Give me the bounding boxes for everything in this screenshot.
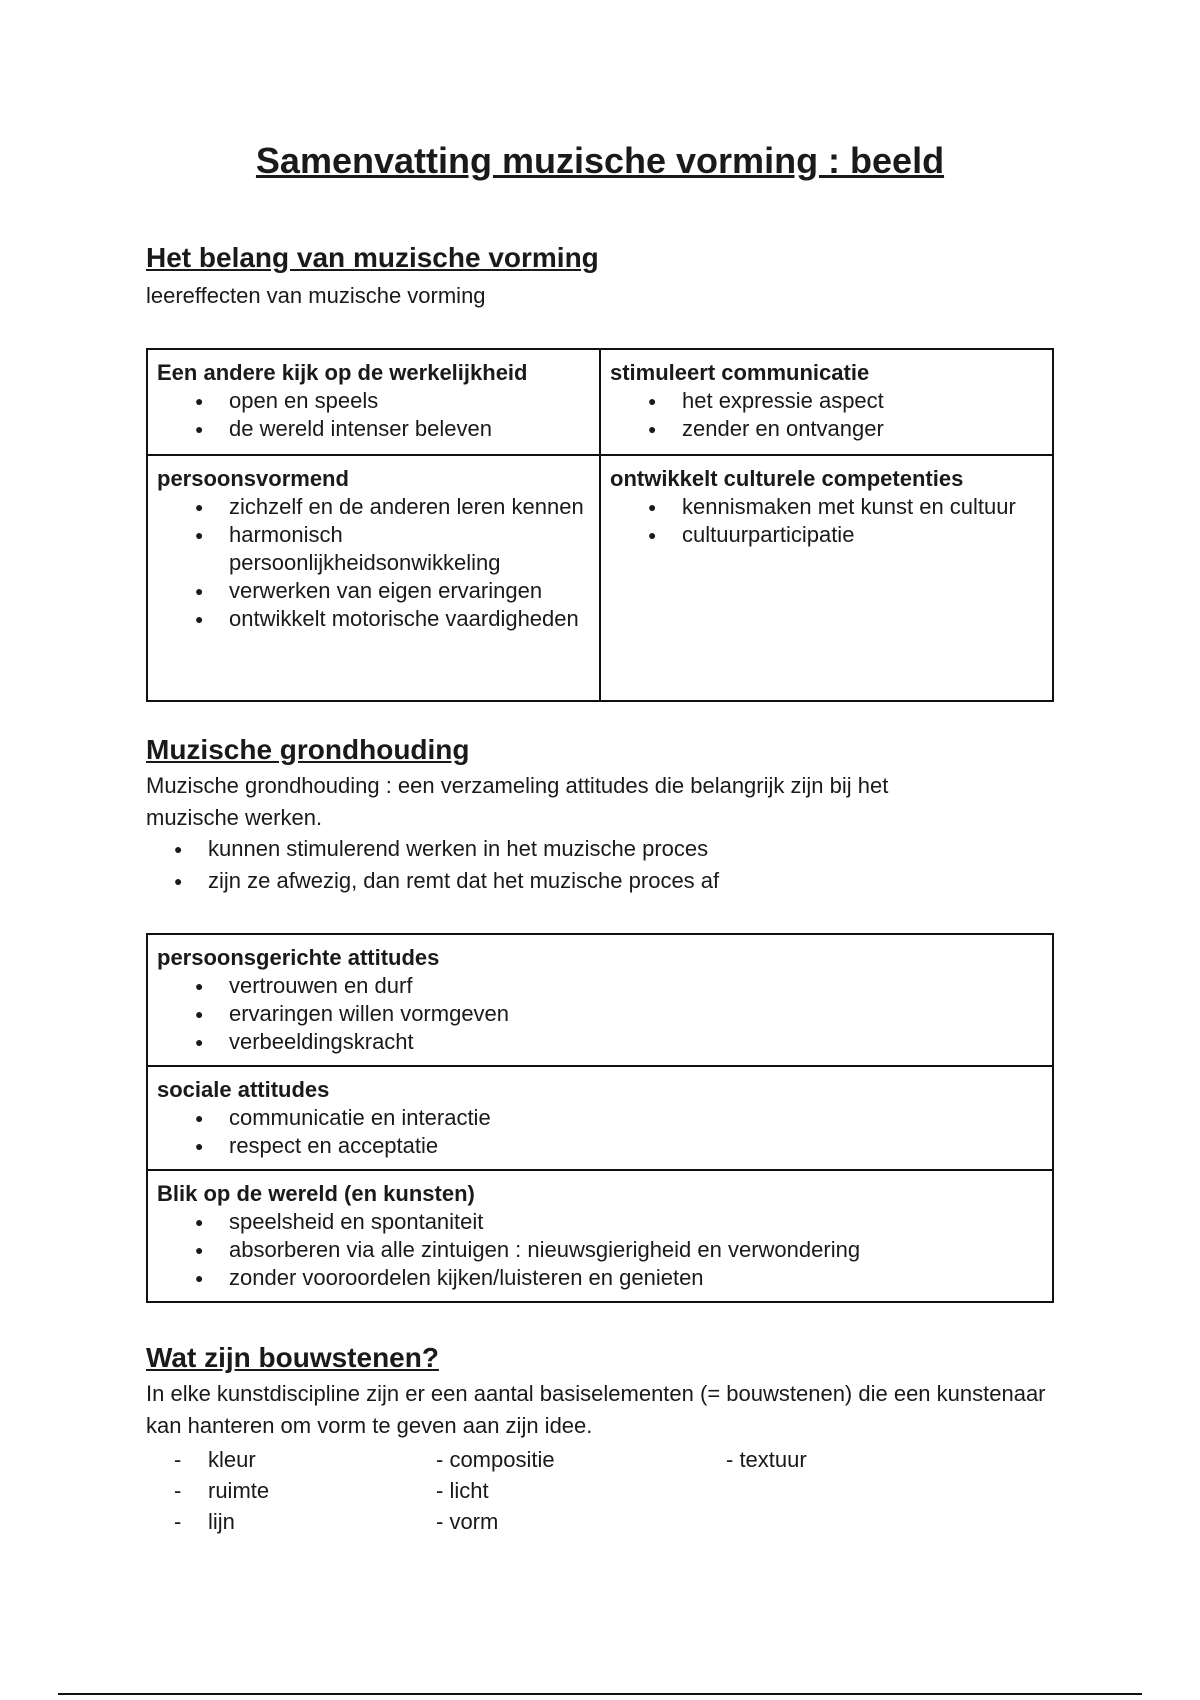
cell-title: stimuleert communicatie [610, 360, 870, 385]
cell-list [610, 493, 1042, 549]
list-item: ● kennismaken met kunst en cultuur [610, 493, 1042, 521]
list-item: ● verbeeldingskracht [157, 1028, 1042, 1056]
section-heading-grondhouding: Muzische grondhouding [146, 734, 470, 765]
cell-list [157, 1104, 1042, 1160]
list-item: ● harmonisch persoonlijkheidsonwikkeling [157, 521, 589, 577]
table-row [147, 934, 1053, 1066]
cell-title: persoonsvormend [157, 466, 349, 491]
list-item: ● vertrouwen en durf [157, 972, 1042, 1000]
list-item: - compositie [436, 1447, 555, 1472]
table-cell [147, 455, 600, 701]
bouwstenen-column-3 [726, 1444, 807, 1475]
section-heading-bouwstenen: Wat zijn bouwstenen? [146, 1342, 439, 1373]
table-row [147, 455, 1053, 701]
cell-list [157, 972, 1042, 1056]
table-cell [147, 1066, 1053, 1170]
list-item: - vorm [436, 1509, 499, 1534]
cell-list [157, 1208, 1042, 1292]
cell-title: sociale attitudes [157, 1077, 330, 1102]
cell-title: Een andere kijk op de werkelijkheid [157, 360, 528, 385]
list-item: - lijn [136, 1506, 269, 1537]
cell-title: Blik op de wereld (en kunsten) [157, 1181, 475, 1206]
table-cell [600, 455, 1053, 701]
section-subtitle-leereffecten: leereffecten van muzische vorming [146, 283, 486, 308]
list-item: ● de wereld intenser beleven [157, 415, 589, 443]
list-item: ● verwerken van eigen ervaringen [157, 577, 589, 605]
list-item: ● speelsheid en spontaniteit [157, 1208, 1042, 1236]
section-heading-belang: Het belang van muzische vorming [146, 242, 599, 273]
list-item: ● open en speels [157, 387, 589, 415]
list-item: - licht [436, 1478, 489, 1503]
cell-title: ontwikkelt culturele competenties [610, 466, 964, 491]
bouwstenen-column-1 [136, 1444, 269, 1537]
table-row [147, 1170, 1053, 1302]
table-row [147, 349, 1053, 455]
cell-list [157, 387, 589, 443]
list-item: ● absorberen via alle zintuigen : nieuwsgierigheid en verwondering [157, 1236, 1042, 1264]
page-title: Samenvatting muzische vorming : beeld [255, 140, 945, 181]
leereffecten-table [146, 348, 1054, 702]
list-item: - textuur [726, 1447, 807, 1472]
list-item: ● cultuurparticipatie [610, 521, 1042, 549]
table-row [147, 1066, 1053, 1170]
section-intro-bouwstenen: In elke kunstdiscipline zijn er een aantal basiselementen (= bouwstenen) die een kunstenaar kan hanteren om vorm te geven aan zijn idee. [146, 1381, 1046, 1438]
section-intro-grondhouding: Muzische grondhouding : een verzameling attitudes die belangrijk zijn bij het muzische werken. [146, 773, 889, 830]
list-item: ● communicatie en interactie [157, 1104, 1042, 1132]
table-cell [147, 934, 1053, 1066]
page-divider [58, 1693, 1142, 1695]
grondhouding-bullets [136, 833, 1036, 897]
cell-title: persoonsgerichte attitudes [157, 945, 440, 970]
list-item: ● ervaringen willen vormgeven [157, 1000, 1042, 1028]
cell-list [157, 493, 589, 633]
list-item: ● zijn ze afwezig, dan remt dat het muzische proces af [136, 865, 1036, 897]
cell-list [610, 387, 1042, 443]
list-item: ● het expressie aspect [610, 387, 1042, 415]
bouwstenen-column-2 [436, 1444, 555, 1537]
list-item: ● zender en ontvanger [610, 415, 1042, 443]
list-item: ● zichzelf en de anderen leren kennen [157, 493, 589, 521]
table-cell [147, 1170, 1053, 1302]
list-item: ● ontwikkelt motorische vaardigheden [157, 605, 589, 633]
table-cell [147, 349, 600, 455]
list-item: ● respect en acceptatie [157, 1132, 1042, 1160]
attitudes-table [146, 933, 1054, 1303]
list-item: ● zonder vooroordelen kijken/luisteren en genieten [157, 1264, 1042, 1292]
table-cell [600, 349, 1053, 455]
list-item: - kleur [136, 1444, 269, 1475]
list-item: ● kunnen stimulerend werken in het muzische proces [136, 833, 1036, 865]
list-item: - ruimte [136, 1475, 269, 1506]
